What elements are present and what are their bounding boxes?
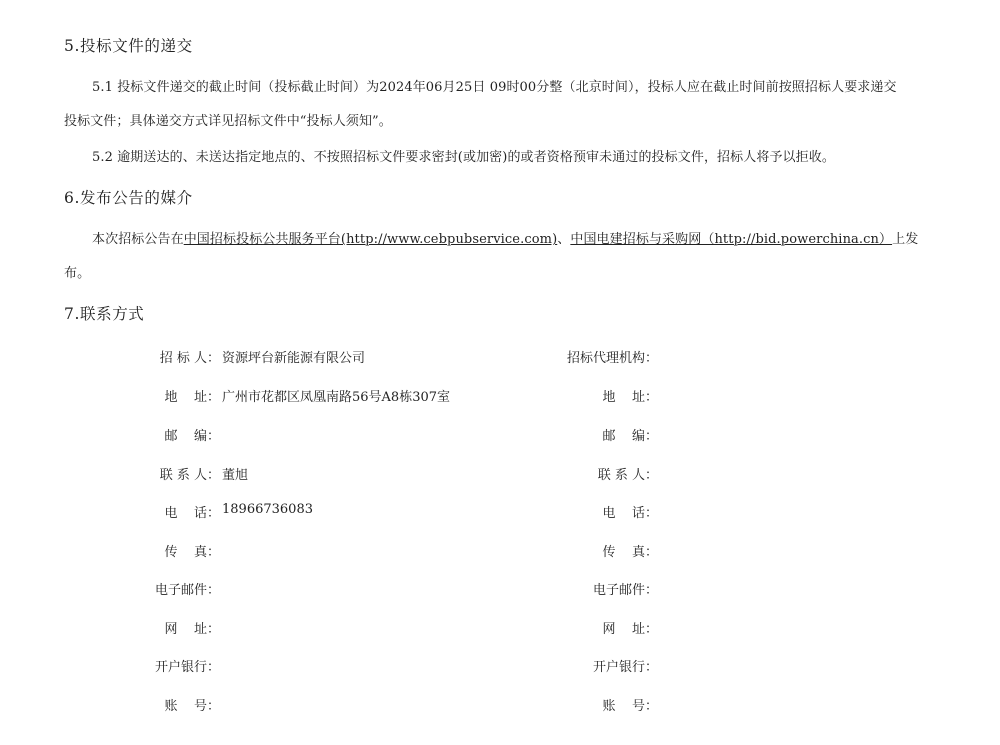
left-label-postcode: 邮 编： bbox=[164, 429, 220, 444]
media-suffix: 上发 bbox=[892, 232, 919, 247]
section-6-line2: 布。 bbox=[64, 266, 91, 281]
media-prefix: 本次招标公告在 bbox=[92, 232, 184, 247]
right-label-contact: 联 系 人： bbox=[597, 468, 658, 483]
right-label-address: 地 址： bbox=[602, 390, 658, 405]
left-label-bank: 开户银行： bbox=[154, 660, 220, 675]
right-label-account: 账 号： bbox=[602, 699, 658, 714]
section-5-2: 5.2 逾期送达的、未送达指定地点的、不按照招标文件要求密封(或加密)的或者资格预审未通过的投标文件，招标人将予以拒收。 bbox=[92, 150, 835, 165]
section-6-heading: 6.发布公告的媒介 bbox=[64, 189, 193, 207]
left-value-phone: 18966736083 bbox=[222, 502, 313, 517]
media-separator: 、 bbox=[557, 232, 571, 247]
right-label-phone: 电 话： bbox=[602, 506, 658, 521]
left-label-account: 账 号： bbox=[164, 699, 220, 714]
media-link-powerchina[interactable]: 中国电建招标与采购网（http://bid.powerchina.cn） bbox=[570, 232, 893, 247]
right-label-postcode: 邮 编： bbox=[602, 429, 658, 444]
section-6-line1 bbox=[92, 228, 918, 247]
left-label-phone: 电 话： bbox=[164, 506, 220, 521]
left-label-fax: 传 真： bbox=[164, 545, 220, 560]
left-label-address: 地 址： bbox=[164, 390, 220, 405]
right-label-email: 电子邮件： bbox=[592, 583, 658, 598]
section-5-1-line2: 投标文件；具体递交方式详见招标文件中“投标人须知”。 bbox=[64, 114, 392, 129]
left-label-email: 电子邮件： bbox=[154, 583, 220, 598]
right-label-website: 网 址： bbox=[602, 622, 658, 637]
section-7-heading: 7.联系方式 bbox=[64, 305, 145, 323]
left-value-address: 广州市花都区凤凰南路56号A8栋307室 bbox=[222, 390, 451, 405]
section-5-1-line1: 5.1 投标文件递交的截止时间（投标截止时间）为2024年06月25日 09时00分整（北京时间），投标人应在截止时间前按照招标人要求递交 bbox=[92, 80, 897, 95]
right-label-bank: 开户银行： bbox=[592, 660, 658, 675]
left-label-contact: 联 系 人： bbox=[159, 468, 220, 483]
left-label-tenderer: 招 标 人： bbox=[159, 351, 220, 366]
left-label-website: 网 址： bbox=[164, 622, 220, 637]
left-value-tenderer: 资源坪台新能源有限公司 bbox=[222, 351, 366, 366]
right-label-agency: 招标代理机构： bbox=[566, 351, 658, 366]
right-label-fax: 传 真： bbox=[602, 545, 658, 560]
section-5-heading: 5.投标文件的递交 bbox=[64, 37, 193, 55]
left-value-contact: 董旭 bbox=[222, 468, 249, 483]
media-link-cebpubservice[interactable]: 中国招标投标公共服务平台(http://www.cebpubservice.com) bbox=[183, 232, 558, 247]
